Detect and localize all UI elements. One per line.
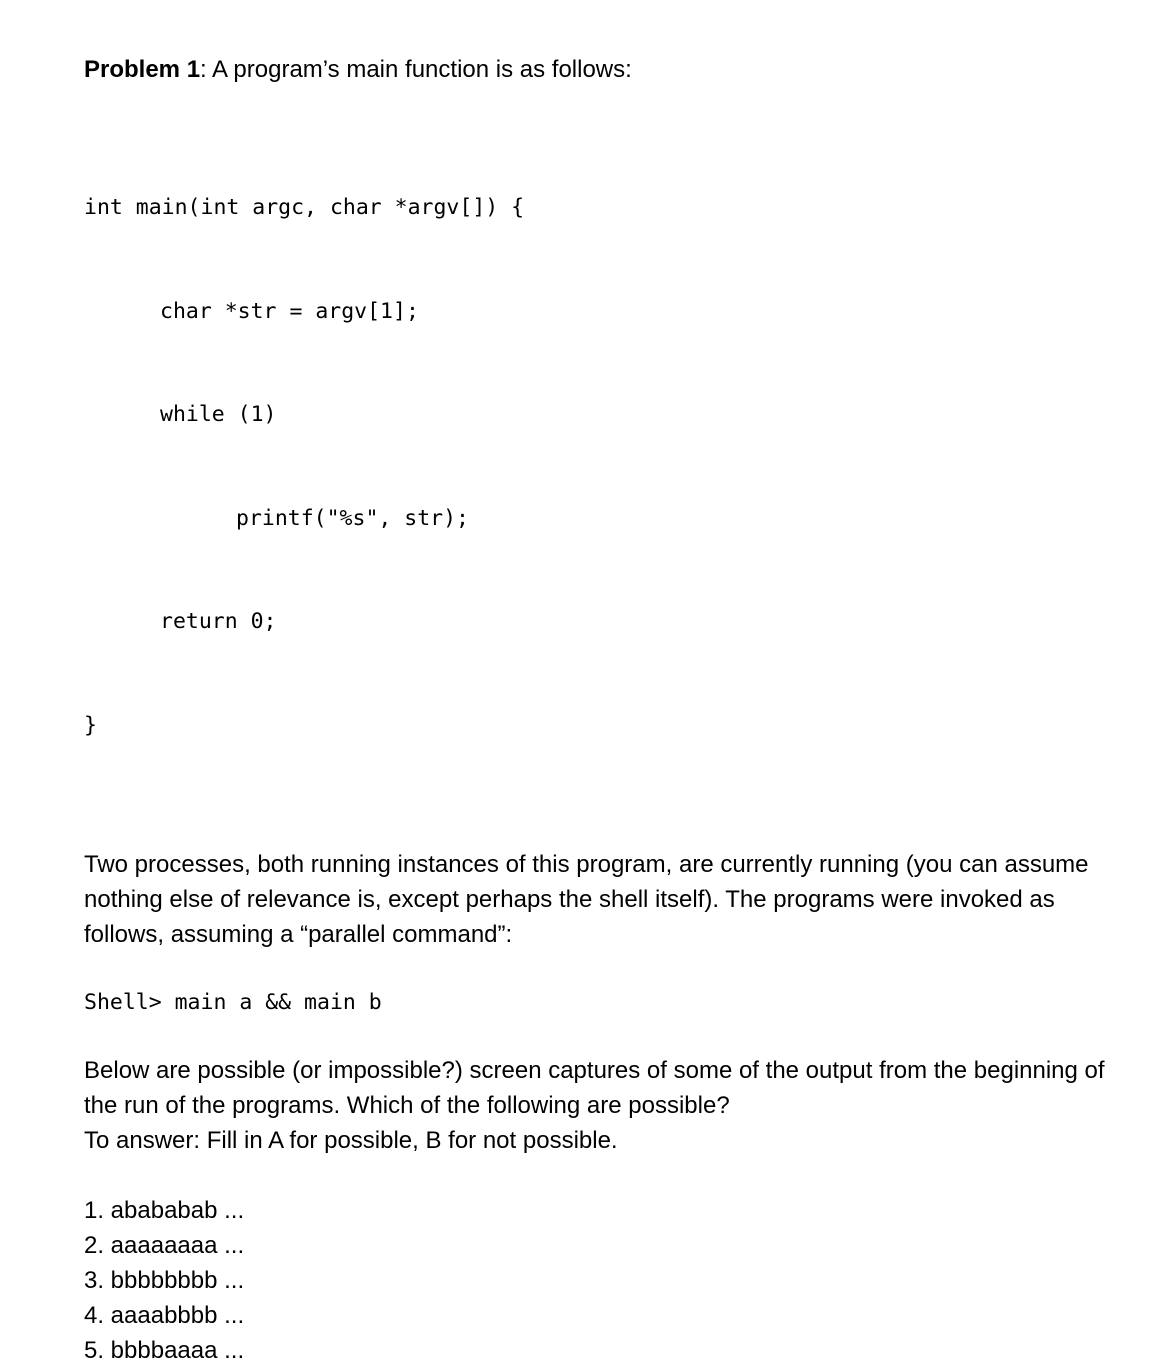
code-line: int main(int argc, char *argv[]) { <box>84 195 525 220</box>
code-line: while (1) <box>160 402 277 427</box>
code-block <box>84 122 1124 812</box>
code-line: } <box>84 712 97 738</box>
problem-description: Two processes, both running instances of this program, are currently running (you can assume nothing else of relevance is, except perhaps the shell itself). The programs were invoked as follows, assuming a “parallel command”: <box>84 851 1089 948</box>
problem-intro: : A program’s main function is as follows: <box>200 56 632 83</box>
code-line: printf("%s", str); <box>236 505 469 531</box>
question-text: Below are possible (or impossible?) screen captures of some of the output from the beginning of the run of the programs. Which of the following are possible? <box>84 1057 1105 1120</box>
problem-heading <box>84 52 1124 88</box>
code-line: return 0; <box>160 609 277 634</box>
shell-command: Shell> main a && main b <box>84 990 382 1016</box>
problem-document <box>84 52 1124 1368</box>
list-item: 1. abababab ... <box>84 1196 245 1224</box>
answer-instruction: To answer: Fill in A for possible, B for not possible. <box>84 1126 618 1154</box>
list-item: 2. aaaaaaaa ... <box>84 1231 245 1259</box>
code-line: char *str = argv[1]; <box>160 298 419 324</box>
list-item: 5. bbbbaaaa ... <box>84 1336 245 1364</box>
list-item: 3. bbbbbbbb ... <box>84 1266 245 1294</box>
problem-label: Problem 1 <box>84 56 201 83</box>
list-item: 4. aaaabbbb ... <box>84 1301 245 1329</box>
option-list <box>84 1193 1124 1368</box>
